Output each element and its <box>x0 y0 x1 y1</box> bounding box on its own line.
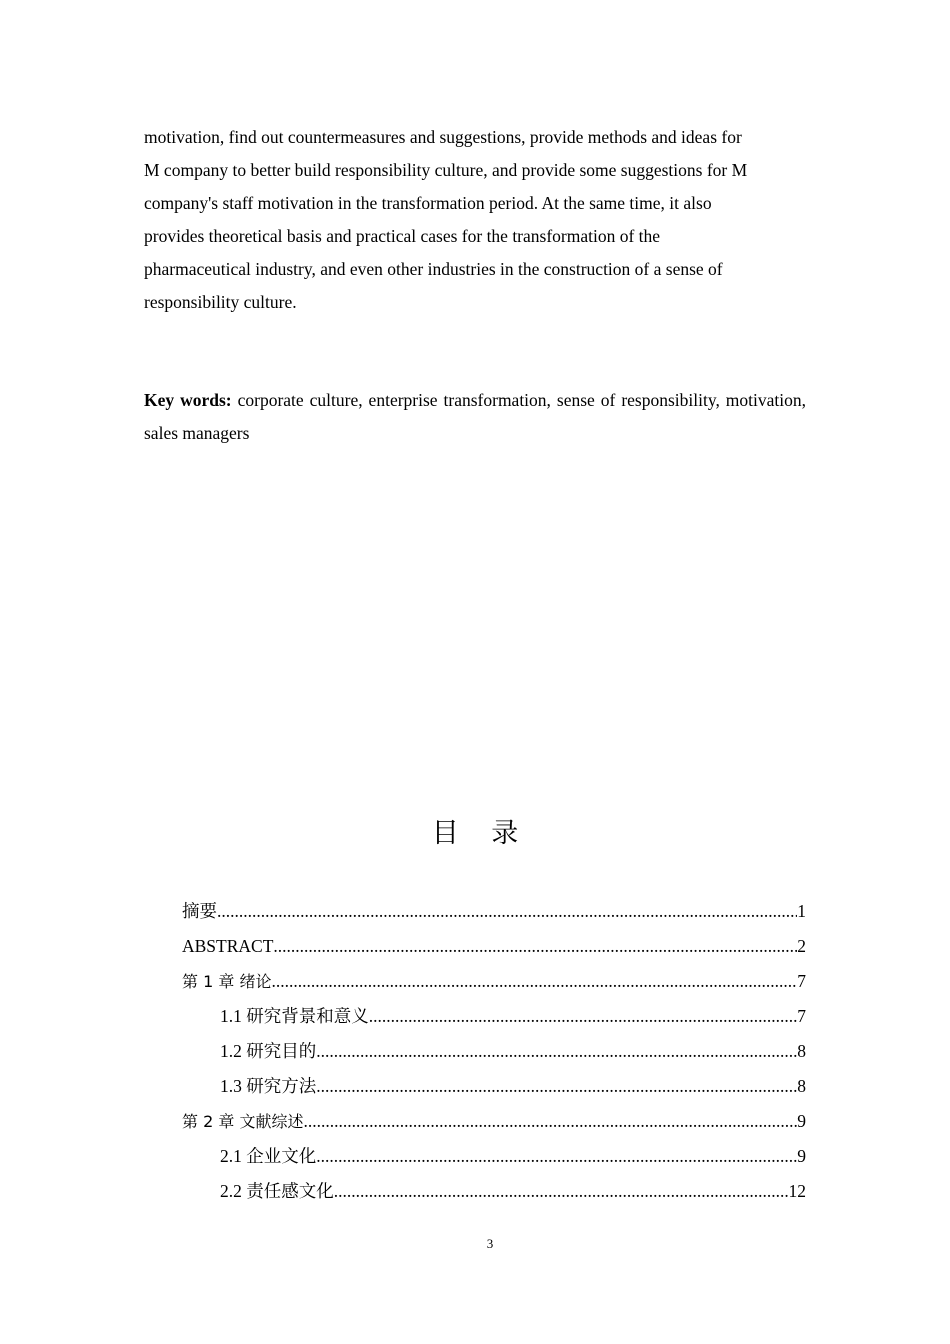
abstract-line: motivation, find out countermeasures and suggestions, provide methods and ideas for <box>144 127 742 147</box>
toc-entry-label: 2.1 企业文化 <box>220 1146 317 1166</box>
toc-entry-section-2-1[interactable] <box>182 1140 806 1175</box>
toc-entry-page: 12 <box>788 1181 806 1201</box>
toc-dot-leader <box>334 1175 789 1207</box>
abstract-line: M company to better build responsibility culture, and provide some suggestions for M <box>144 160 748 180</box>
toc-entry-label: 1.2 研究目的 <box>220 1041 317 1061</box>
toc-dot-leader <box>316 1070 797 1102</box>
toc-entry-section-1-2[interactable] <box>182 1035 806 1070</box>
toc-entry-section-1-3[interactable] <box>182 1070 806 1105</box>
toc-entry-page: 2 <box>797 936 806 956</box>
toc-dot-leader <box>369 1000 798 1032</box>
toc-entry-section-1-1[interactable] <box>182 1000 806 1035</box>
toc-entry-label: 1.3 研究方法 <box>220 1076 317 1096</box>
toc-dot-leader <box>316 1035 797 1067</box>
abstract-paragraph <box>144 121 806 319</box>
keywords-paragraph <box>144 384 806 450</box>
toc-entry-page: 8 <box>797 1041 806 1061</box>
abstract-line: provides theoretical basis and practical cases for the transformation of the <box>144 226 661 246</box>
toc-entry-page: 7 <box>797 1006 806 1026</box>
toc-entry-section-2-2[interactable] <box>182 1175 806 1210</box>
toc-entry-label: ABSTRACT <box>182 936 274 956</box>
toc-dot-leader <box>217 895 797 927</box>
keywords-text: corporate culture, enterprise transformation, sense of responsibility, motivation, sales managers <box>144 390 806 443</box>
toc-entry-page: 9 <box>797 1146 806 1166</box>
toc-entry-chapter-2[interactable] <box>182 1105 806 1140</box>
abstract-line: pharmaceutical industry, and even other industries in the construction of a sense of <box>144 259 723 279</box>
toc-title: 目 录 <box>431 818 531 849</box>
table-of-contents <box>182 895 806 1210</box>
toc-dot-leader <box>271 965 797 997</box>
toc-entry-page: 7 <box>797 971 806 991</box>
toc-entry-page: 8 <box>797 1076 806 1096</box>
toc-dot-leader <box>303 1105 797 1137</box>
toc-entry-label: 摘要 <box>182 901 217 921</box>
toc-entry-label: 第 2 章 文献综述 <box>182 1112 304 1131</box>
toc-entry-chapter-1[interactable] <box>182 965 806 1000</box>
toc-dot-leader <box>316 1140 797 1172</box>
toc-entry-label: 2.2 责任感文化 <box>220 1181 334 1201</box>
page-number: 3 <box>486 1236 494 1251</box>
toc-entry-abstract-en[interactable] <box>182 930 806 965</box>
abstract-line: responsibility culture. <box>144 292 297 312</box>
abstract-line: company's staff motivation in the transformation period. At the same time, it also <box>144 193 712 213</box>
toc-entry-label: 1.1 研究背景和意义 <box>220 1006 369 1026</box>
toc-entry-abstract-cn[interactable] <box>182 895 806 930</box>
keywords-label: Key words: <box>144 390 232 410</box>
toc-entry-page: 9 <box>797 1111 806 1131</box>
toc-dot-leader <box>273 930 797 962</box>
toc-entry-label: 第 1 章 绪论 <box>182 972 272 991</box>
toc-entry-page: 1 <box>797 901 806 921</box>
